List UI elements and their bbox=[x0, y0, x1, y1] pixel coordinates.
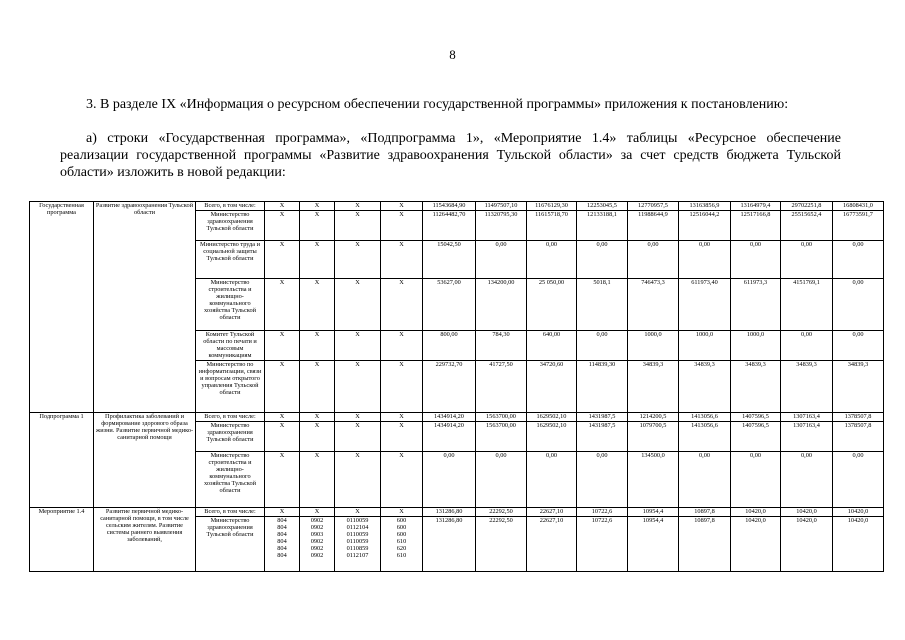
paragraph-section-heading: 3. В разделе IX «Информация о ресурсном обеспечении государственной программы» приложения к постановлению: bbox=[86, 97, 789, 112]
code-cell: Х bbox=[300, 452, 335, 508]
code-cell: 0110059 0112104 0110059 0110059 0110859 0112107 bbox=[335, 517, 381, 572]
amount-cell: 1431987,5 bbox=[577, 422, 628, 452]
amount-cell: 1413056,6 bbox=[679, 422, 731, 452]
code-cell: Х bbox=[300, 361, 335, 413]
amount-cell: 34839,3 bbox=[679, 361, 731, 413]
amount-cell: 1378507,8 bbox=[833, 422, 884, 452]
table-row bbox=[30, 508, 884, 517]
amount-cell: 611973,3 bbox=[731, 279, 781, 331]
executor-cell: Министерство здравоохранения Тульской области bbox=[196, 422, 265, 452]
amount-cell: 10722,6 bbox=[577, 517, 628, 572]
code-cell: Х bbox=[335, 202, 381, 211]
amount-cell: 0,00 bbox=[833, 279, 884, 331]
amount-cell: 1407596,5 bbox=[731, 413, 781, 422]
amount-cell: 0,00 bbox=[679, 452, 731, 508]
executor-cell: Всего, в том числе: bbox=[196, 202, 265, 211]
amount-cell: 800,00 bbox=[423, 331, 476, 361]
amount-cell: 12133188,1 bbox=[577, 211, 628, 241]
amount-cell: 1431987,5 bbox=[577, 413, 628, 422]
amount-cell: 10420,0 bbox=[833, 517, 884, 572]
amount-cell: 10897,8 bbox=[679, 508, 731, 517]
amount-cell: 1413056,6 bbox=[679, 413, 731, 422]
amount-cell: 25515652,4 bbox=[781, 211, 833, 241]
amount-cell: 12770957,5 bbox=[628, 202, 679, 211]
amount-cell: 1629502,10 bbox=[527, 413, 577, 422]
amount-cell: 131286,80 bbox=[423, 508, 476, 517]
executor-cell: Министерство труда и социальной защиты Тульской области bbox=[196, 241, 265, 279]
program-name-cell: Профилактика заболеваний и формирование здорового образа жизни. Развитие первичной медико-санитарной помощи bbox=[94, 413, 196, 508]
executor-cell: Комитет Тульской области по печати и массовым коммуникациям bbox=[196, 331, 265, 361]
amount-cell: 1378507,8 bbox=[833, 413, 884, 422]
amount-cell: 10420,0 bbox=[781, 508, 833, 517]
code-cell: Х bbox=[265, 361, 300, 413]
code-cell: Х bbox=[300, 241, 335, 279]
amount-cell: 12516044,2 bbox=[679, 211, 731, 241]
amount-cell: 10954,4 bbox=[628, 517, 679, 572]
amount-cell: 22627,10 bbox=[527, 517, 577, 572]
amount-cell: 0,00 bbox=[833, 452, 884, 508]
code-cell: Х bbox=[265, 241, 300, 279]
amount-cell: 12517166,8 bbox=[731, 211, 781, 241]
code-cell: Х bbox=[265, 211, 300, 241]
amount-cell: 114839,30 bbox=[577, 361, 628, 413]
amount-cell: 11320795,30 bbox=[476, 211, 527, 241]
code-cell: Х bbox=[335, 452, 381, 508]
status-cell: Мероприятие 1.4 bbox=[30, 508, 94, 572]
code-cell: Х bbox=[335, 413, 381, 422]
amount-cell: 0,00 bbox=[527, 452, 577, 508]
code-cell: Х bbox=[335, 361, 381, 413]
amount-cell: 131286,80 bbox=[423, 517, 476, 572]
amount-cell: 1000,0 bbox=[628, 331, 679, 361]
code-cell: Х bbox=[381, 241, 423, 279]
table-row bbox=[30, 413, 884, 422]
amount-cell: 5018,1 bbox=[577, 279, 628, 331]
amount-cell: 746473,3 bbox=[628, 279, 679, 331]
amount-cell: 10420,0 bbox=[731, 508, 781, 517]
amount-cell: 1000,0 bbox=[679, 331, 731, 361]
amount-cell: 53627,00 bbox=[423, 279, 476, 331]
code-cell: Х bbox=[381, 279, 423, 331]
code-cell: Х bbox=[381, 452, 423, 508]
amount-cell: 1434914,20 bbox=[423, 422, 476, 452]
amount-cell: 4151769,1 bbox=[781, 279, 833, 331]
amount-cell: 1563700,00 bbox=[476, 413, 527, 422]
amount-cell: 13163856,9 bbox=[679, 202, 731, 211]
executor-cell: Министерство строительства и жилищно-коммунального хозяйства Тульской области bbox=[196, 279, 265, 331]
amount-cell: 22627,10 bbox=[527, 508, 577, 517]
code-cell: Х bbox=[381, 331, 423, 361]
program-name-cell: Развитие первичной медико-санитарной помощи, в том числе сельским жителям. Развитие системы раннего выявления заболеваний, bbox=[94, 508, 196, 572]
amount-cell: 0,00 bbox=[527, 241, 577, 279]
code-cell: Х bbox=[300, 202, 335, 211]
amount-cell: 10420,0 bbox=[781, 517, 833, 572]
amount-cell: 10954,4 bbox=[628, 508, 679, 517]
amount-cell: 25 050,00 bbox=[527, 279, 577, 331]
code-cell: Х bbox=[381, 361, 423, 413]
executor-cell: Всего, в том числе: bbox=[196, 508, 265, 517]
code-cell: Х bbox=[265, 331, 300, 361]
amount-cell: 0,00 bbox=[577, 241, 628, 279]
resource-table bbox=[29, 201, 884, 572]
amount-cell: 12253045,5 bbox=[577, 202, 628, 211]
code-cell: Х bbox=[265, 202, 300, 211]
amount-cell: 1214200,5 bbox=[628, 413, 679, 422]
code-cell: 0902 0902 0903 0902 0902 0902 bbox=[300, 517, 335, 572]
amount-cell: 11264482,70 bbox=[423, 211, 476, 241]
amount-cell: 11988644,9 bbox=[628, 211, 679, 241]
code-cell: Х bbox=[300, 508, 335, 517]
amount-cell: 0,00 bbox=[423, 452, 476, 508]
code-cell: Х bbox=[335, 422, 381, 452]
amount-cell: 34839,3 bbox=[731, 361, 781, 413]
paragraph-instruction: а) строки «Государственная программа», «Подпрограмма 1», «Мероприятие 1.4» таблицы «Ресурсное обеспечение реализации государственной программы «Развитие здравоохранения Тульской области» за счет средств бюджета Тульской области» изложить в новой редакции: bbox=[60, 131, 841, 180]
amount-cell: 0,00 bbox=[577, 452, 628, 508]
amount-cell: 611973,40 bbox=[679, 279, 731, 331]
amount-cell: 34839,3 bbox=[628, 361, 679, 413]
status-cell: Подпрограмма 1 bbox=[30, 413, 94, 508]
code-cell: 804 804 804 804 804 804 bbox=[265, 517, 300, 572]
code-cell: Х bbox=[265, 279, 300, 331]
code-cell: Х bbox=[300, 211, 335, 241]
amount-cell: 1079700,5 bbox=[628, 422, 679, 452]
code-cell: Х bbox=[265, 422, 300, 452]
amount-cell: 0,00 bbox=[833, 241, 884, 279]
amount-cell: 134500,0 bbox=[628, 452, 679, 508]
amount-cell: 11543684,90 bbox=[423, 202, 476, 211]
amount-cell: 34720,60 bbox=[527, 361, 577, 413]
code-cell: Х bbox=[381, 422, 423, 452]
amount-cell: 10420,0 bbox=[833, 508, 884, 517]
amount-cell: 10722,6 bbox=[577, 508, 628, 517]
amount-cell: 0,00 bbox=[781, 331, 833, 361]
amount-cell: 22292,50 bbox=[476, 508, 527, 517]
executor-cell: Министерство здравоохранения Тульской области bbox=[196, 211, 265, 241]
table-row bbox=[30, 202, 884, 211]
code-cell: 600 600 600 610 620 610 bbox=[381, 517, 423, 572]
executor-cell: Министерство здравоохранения Тульской области bbox=[196, 517, 265, 572]
amount-cell: 29702251,8 bbox=[781, 202, 833, 211]
status-cell: Государственная программа bbox=[30, 202, 94, 413]
amount-cell: 1307163,4 bbox=[781, 422, 833, 452]
program-name-cell: Развитие здравоохранения Тульской области bbox=[94, 202, 196, 413]
amount-cell: 41727,50 bbox=[476, 361, 527, 413]
executor-cell: Всего, в том числе: bbox=[196, 413, 265, 422]
amount-cell: 13164979,4 bbox=[731, 202, 781, 211]
amount-cell: 10420,0 bbox=[731, 517, 781, 572]
amount-cell: 16808431,0 bbox=[833, 202, 884, 211]
code-cell: Х bbox=[265, 413, 300, 422]
amount-cell: 0,00 bbox=[833, 331, 884, 361]
amount-cell: 1000,0 bbox=[731, 331, 781, 361]
amount-cell: 34839,3 bbox=[781, 361, 833, 413]
executor-cell: Министерство по информатизации, связи и вопросам открытого управления Тульской области bbox=[196, 361, 265, 413]
amount-cell: 34839,3 bbox=[833, 361, 884, 413]
amount-cell: 0,00 bbox=[679, 241, 731, 279]
code-cell: Х bbox=[335, 279, 381, 331]
amount-cell: 11497507,10 bbox=[476, 202, 527, 211]
code-cell: Х bbox=[300, 413, 335, 422]
code-cell: Х bbox=[335, 211, 381, 241]
page-number: 8 bbox=[449, 47, 456, 62]
executor-cell: Министерство строительства и жилищно-коммунального хозяйства Тульской области bbox=[196, 452, 265, 508]
amount-cell: 1407596,5 bbox=[731, 422, 781, 452]
code-cell: Х bbox=[335, 508, 381, 517]
amount-cell: 11676129,30 bbox=[527, 202, 577, 211]
amount-cell: 15042,50 bbox=[423, 241, 476, 279]
amount-cell: 16773591,7 bbox=[833, 211, 884, 241]
code-cell: Х bbox=[300, 279, 335, 331]
amount-cell: 0,00 bbox=[731, 452, 781, 508]
code-cell: Х bbox=[381, 413, 423, 422]
code-cell: Х bbox=[300, 422, 335, 452]
amount-cell: 1307163,4 bbox=[781, 413, 833, 422]
code-cell: Х bbox=[265, 452, 300, 508]
amount-cell: 10897,8 bbox=[679, 517, 731, 572]
code-cell: Х bbox=[381, 508, 423, 517]
code-cell: Х bbox=[335, 241, 381, 279]
amount-cell: 0,00 bbox=[781, 452, 833, 508]
code-cell: Х bbox=[381, 202, 423, 211]
amount-cell: 1629502,10 bbox=[527, 422, 577, 452]
amount-cell: 22292,50 bbox=[476, 517, 527, 572]
amount-cell: 0,00 bbox=[628, 241, 679, 279]
amount-cell: 1563700,00 bbox=[476, 422, 527, 452]
amount-cell: 0,00 bbox=[731, 241, 781, 279]
amount-cell: 784,30 bbox=[476, 331, 527, 361]
amount-cell: 640,00 bbox=[527, 331, 577, 361]
code-cell: Х bbox=[381, 211, 423, 241]
amount-cell: 134200,00 bbox=[476, 279, 527, 331]
amount-cell: 0,00 bbox=[577, 331, 628, 361]
code-cell: Х bbox=[335, 331, 381, 361]
amount-cell: 0,00 bbox=[476, 241, 527, 279]
amount-cell: 229732,70 bbox=[423, 361, 476, 413]
amount-cell: 1434914,20 bbox=[423, 413, 476, 422]
code-cell: Х bbox=[300, 331, 335, 361]
amount-cell: 11615718,70 bbox=[527, 211, 577, 241]
amount-cell: 0,00 bbox=[476, 452, 527, 508]
code-cell: Х bbox=[265, 508, 300, 517]
amount-cell: 0,00 bbox=[781, 241, 833, 279]
